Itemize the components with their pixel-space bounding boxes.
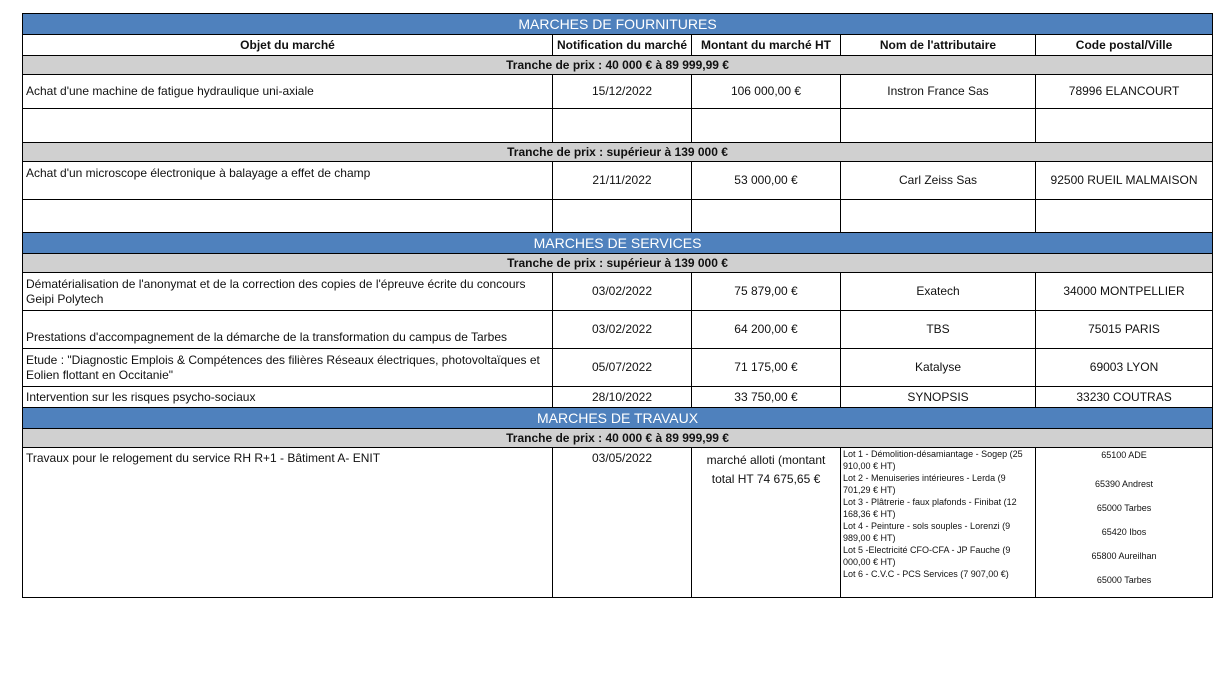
cell-date: 03/05/2022 xyxy=(553,448,692,598)
section-header-fournitures xyxy=(23,14,1213,35)
cell-objet: Travaux pour le relogement du service RH R+1 - Bâtiment A- ENIT xyxy=(23,448,553,598)
lot-item: Lot 4 - Peinture - sols souples - Lorenzi (9 989,00 € HT) xyxy=(843,521,1011,543)
lot-item: Lot 5 -Electricité CFO-CFA - JP Fauche (9 000,00 € HT) xyxy=(843,545,1011,567)
tranche-label: Tranche de prix : 40 000 € à 89 999,99 € xyxy=(23,429,1213,448)
column-header-row xyxy=(23,35,1213,56)
tranche-row xyxy=(23,429,1213,448)
lot-item: Lot 6 - C.V.C - PCS Services (7 907,00 €) xyxy=(843,569,1009,579)
section-title: MARCHES DE FOURNITURES xyxy=(23,14,1213,35)
lot-item: Lot 3 - Plâtrerie - faux plafonds - Finibat (12 168,36 € HT) xyxy=(843,497,1017,519)
tranche-row xyxy=(23,143,1213,162)
lot-ville: 65420 Ibos xyxy=(1101,527,1147,537)
tranche-row xyxy=(23,254,1213,273)
cell-montant: 53 000,00 € xyxy=(692,162,841,200)
cell-montant: 106 000,00 € xyxy=(692,75,841,109)
section-header-services xyxy=(23,233,1213,254)
cell-ville: 78996 ELANCOURT xyxy=(1036,75,1213,109)
cell-montant: 75 879,00 € xyxy=(692,273,841,311)
section-header-travaux xyxy=(23,408,1213,429)
cell-ville: 33230 COUTRAS xyxy=(1036,387,1213,408)
lot-item: Lot 2 - Menuiseries intérieures - Lerda (9 701,29 € HT) xyxy=(843,473,1006,495)
tranche-label: Tranche de prix : 40 000 € à 89 999,99 € xyxy=(23,56,1213,75)
cell-date: 21/11/2022 xyxy=(553,162,692,200)
cell-objet: Achat d'un microscope électronique à balayage a effet de champ xyxy=(23,162,553,200)
lot-item: Lot 1 - Démolition-désamiantage - Sogep (25 910,00 € HT) xyxy=(843,449,1023,471)
table-row xyxy=(23,349,1213,387)
cell-objet: Achat d'une machine de fatigue hydraulique uni-axiale xyxy=(23,75,553,109)
tranche-label: Tranche de prix : supérieur à 139 000 € xyxy=(23,143,1213,162)
cell-date: 03/02/2022 xyxy=(553,273,692,311)
cell-ville: 69003 LYON xyxy=(1036,349,1213,387)
cell-villes xyxy=(1036,448,1213,598)
table-row xyxy=(23,162,1213,200)
cell-objet: Prestations d'accompagnement de la démarche de la transformation du campus de Tarbes xyxy=(23,311,553,349)
header-attributaire: Nom de l'attributaire xyxy=(841,35,1036,56)
cell-attributaire: TBS xyxy=(841,311,1036,349)
cell-objet: Etude : "Diagnostic Emplois & Compétences des filières Réseaux électriques, photovoltaïques et Eolien flottant en Occitanie" xyxy=(23,349,553,387)
section-title: MARCHES DE TRAVAUX xyxy=(23,408,1213,429)
lot-ville: 65000 Tarbes xyxy=(1096,503,1152,513)
cell-attributaire: SYNOPSIS xyxy=(841,387,1036,408)
cell-ville: 34000 MONTPELLIER xyxy=(1036,273,1213,311)
cell-date: 03/02/2022 xyxy=(553,311,692,349)
cell-montant: marché alloti (montant total HT 74 675,65 € xyxy=(692,448,841,598)
public-contracts-table xyxy=(22,13,1213,598)
lot-ville: 65000 Tarbes xyxy=(1096,575,1152,585)
cell-objet: Dématérialisation de l'anonymat et de la correction des copies de l'épreuve écrite du concours Geipi Polytech xyxy=(23,273,553,311)
cell-objet: Intervention sur les risques psycho-sociaux xyxy=(23,387,553,408)
table-row xyxy=(23,75,1213,109)
table-row xyxy=(23,311,1213,349)
cell-montant: 64 200,00 € xyxy=(692,311,841,349)
header-montant: Montant du marché HT xyxy=(692,35,841,56)
lot-ville: 65100 ADE xyxy=(1101,450,1147,460)
cell-montant: 33 750,00 € xyxy=(692,387,841,408)
cell-attributaire: Carl Zeiss Sas xyxy=(841,162,1036,200)
tranche-label: Tranche de prix : supérieur à 139 000 € xyxy=(23,254,1213,273)
header-objet: Objet du marché xyxy=(23,35,553,56)
cell-attributaire: Katalyse xyxy=(841,349,1036,387)
cell-date: 15/12/2022 xyxy=(553,75,692,109)
table-row xyxy=(23,387,1213,408)
tranche-row xyxy=(23,56,1213,75)
cell-ville: 92500 RUEIL MALMAISON xyxy=(1036,162,1213,200)
header-ville: Code postal/Ville xyxy=(1036,35,1213,56)
cell-date: 28/10/2022 xyxy=(553,387,692,408)
cell-montant: 71 175,00 € xyxy=(692,349,841,387)
empty-row xyxy=(23,109,1213,143)
section-title: MARCHES DE SERVICES xyxy=(23,233,1213,254)
cell-ville: 75015 PARIS xyxy=(1036,311,1213,349)
cell-date: 05/07/2022 xyxy=(553,349,692,387)
cell-attributaire: Exatech xyxy=(841,273,1036,311)
empty-row xyxy=(23,200,1213,233)
table-row xyxy=(23,273,1213,311)
cell-attributaire: Instron France Sas xyxy=(841,75,1036,109)
header-notification: Notification du marché xyxy=(553,35,692,56)
cell-lots xyxy=(841,448,1036,598)
table-row xyxy=(23,448,1213,598)
lot-ville: 65800 Aureilhan xyxy=(1091,551,1157,561)
lot-ville: 65390 Andrest xyxy=(1095,479,1154,489)
